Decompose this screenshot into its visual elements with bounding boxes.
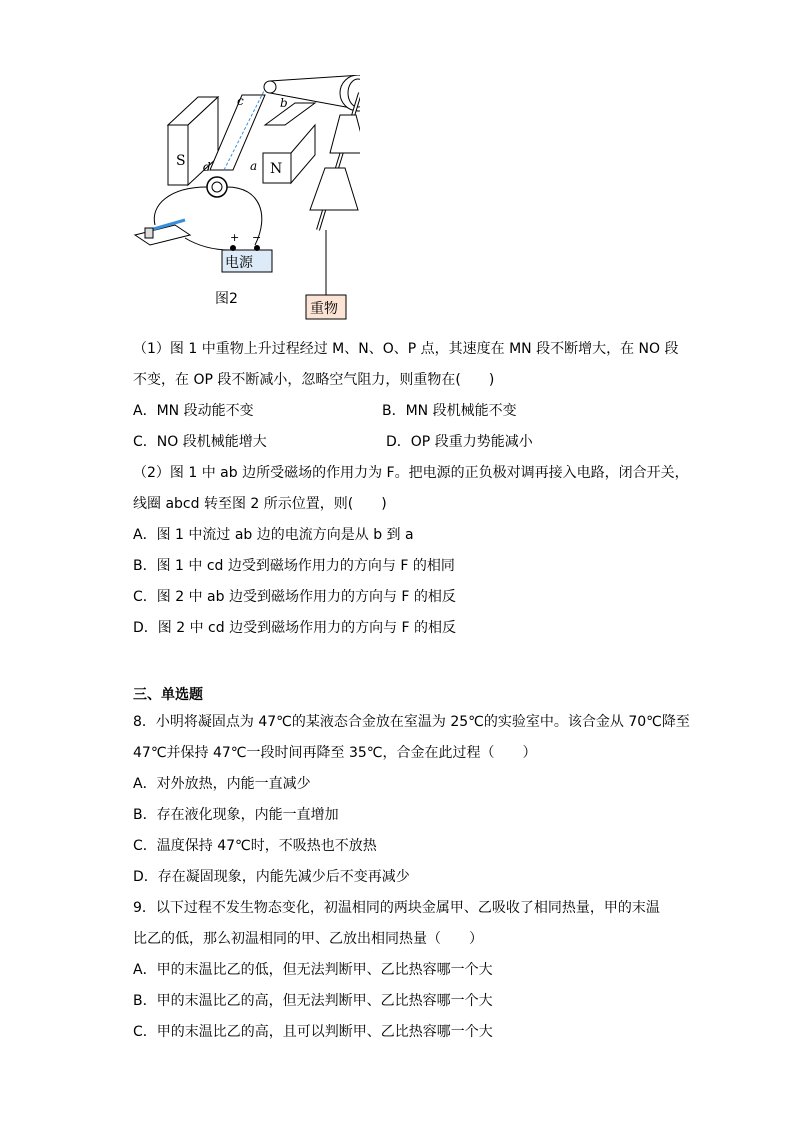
label-b: b <box>280 96 288 110</box>
q7-sub2-option-d[interactable]: D．图 2 中 cd 边受到磁场作用力的方向与 F 的相反 <box>133 620 457 636</box>
q8-stem-line2: 47℃并保持 47℃一段时间再降至 35℃，合金在此过程（ ） <box>133 745 537 761</box>
label-c: c <box>237 94 244 108</box>
q9-stem-line1: 9．以下过程不发生物态变化，初温相同的两块金属甲、乙吸收了相同热量，甲的末温 <box>133 900 660 916</box>
q9-option-c[interactable]: C．甲的末温比乙的高，且可以判断甲、乙比热容哪一个大 <box>133 1024 493 1040</box>
q8-stem-line1: 8．小明将凝固点为 47℃的某液态合金放在室温为 25℃的实验室中。该合金从 70℃降至 <box>133 714 690 730</box>
figure-caption: 图2 <box>215 291 238 307</box>
label-d: d <box>203 160 211 174</box>
q7-sub1-option-d[interactable]: D．OP 段重力势能减小 <box>386 434 533 450</box>
motor-diagram <box>130 75 360 320</box>
q9-option-b[interactable]: B．甲的末温比乙的高，但无法判断甲、乙比热容哪一个大 <box>133 993 493 1009</box>
q7-sub2-option-c[interactable]: C．图 2 中 ab 边受到磁场作用力的方向与 F 的相反 <box>133 589 456 605</box>
q7-sub2-stem-line1: （2）图 1 中 ab 边所受磁场的作用力为 F。把电源的正负极对调再接入电路，闭合开关， <box>133 465 689 481</box>
label-power: 电源 <box>225 255 253 271</box>
q7-sub1-option-a[interactable]: A．MN 段动能不变 <box>133 403 254 419</box>
q7-sub2-stem-line2: 线圈 abcd 转至图 2 所示位置，则( ) <box>133 496 387 512</box>
q8-option-b[interactable]: B．存在液化现象，内能一直增加 <box>133 807 339 823</box>
label-minus: − <box>252 231 262 244</box>
q7-sub1-option-c[interactable]: C．NO 段机械能增大 <box>133 434 267 450</box>
label-plus: + <box>230 231 240 244</box>
section-heading: 三、单选题 <box>133 687 203 703</box>
q9-stem-line2: 比乙的低，那么初温相同的甲、乙放出相同热量（ ） <box>133 931 483 947</box>
q7-sub1-stem-line2: 不变，在 OP 段不断减小，忽略空气阻力，则重物在( ) <box>133 372 495 388</box>
label-a: a <box>250 159 258 173</box>
label-s: S <box>176 153 186 169</box>
q7-sub1-option-b[interactable]: B．MN 段机械能不变 <box>382 403 517 419</box>
q7-sub2-option-b[interactable]: B．图 1 中 cd 边受到磁场作用力的方向与 F 的相同 <box>133 558 455 574</box>
q7-sub1-stem-line1: （1）图 1 中重物上升过程经过 M、N、O、P 点，其速度在 MN 段不断增大，在 NO 段 <box>133 341 679 357</box>
q8-option-d[interactable]: D．存在凝固现象，内能先减少后不变再减少 <box>133 869 410 885</box>
q9-option-a[interactable]: A．甲的末温比乙的低，但无法判断甲、乙比热容哪一个大 <box>133 962 493 978</box>
q7-sub2-option-a[interactable]: A．图 1 中流过 ab 边的电流方向是从 b 到 a <box>133 527 414 543</box>
label-n: N <box>270 161 283 177</box>
q8-option-a[interactable]: A．对外放热，内能一直减少 <box>133 776 311 792</box>
q8-option-c[interactable]: C．温度保持 47℃时，不吸热也不放热 <box>133 838 377 854</box>
label-weight: 重物 <box>310 301 338 317</box>
